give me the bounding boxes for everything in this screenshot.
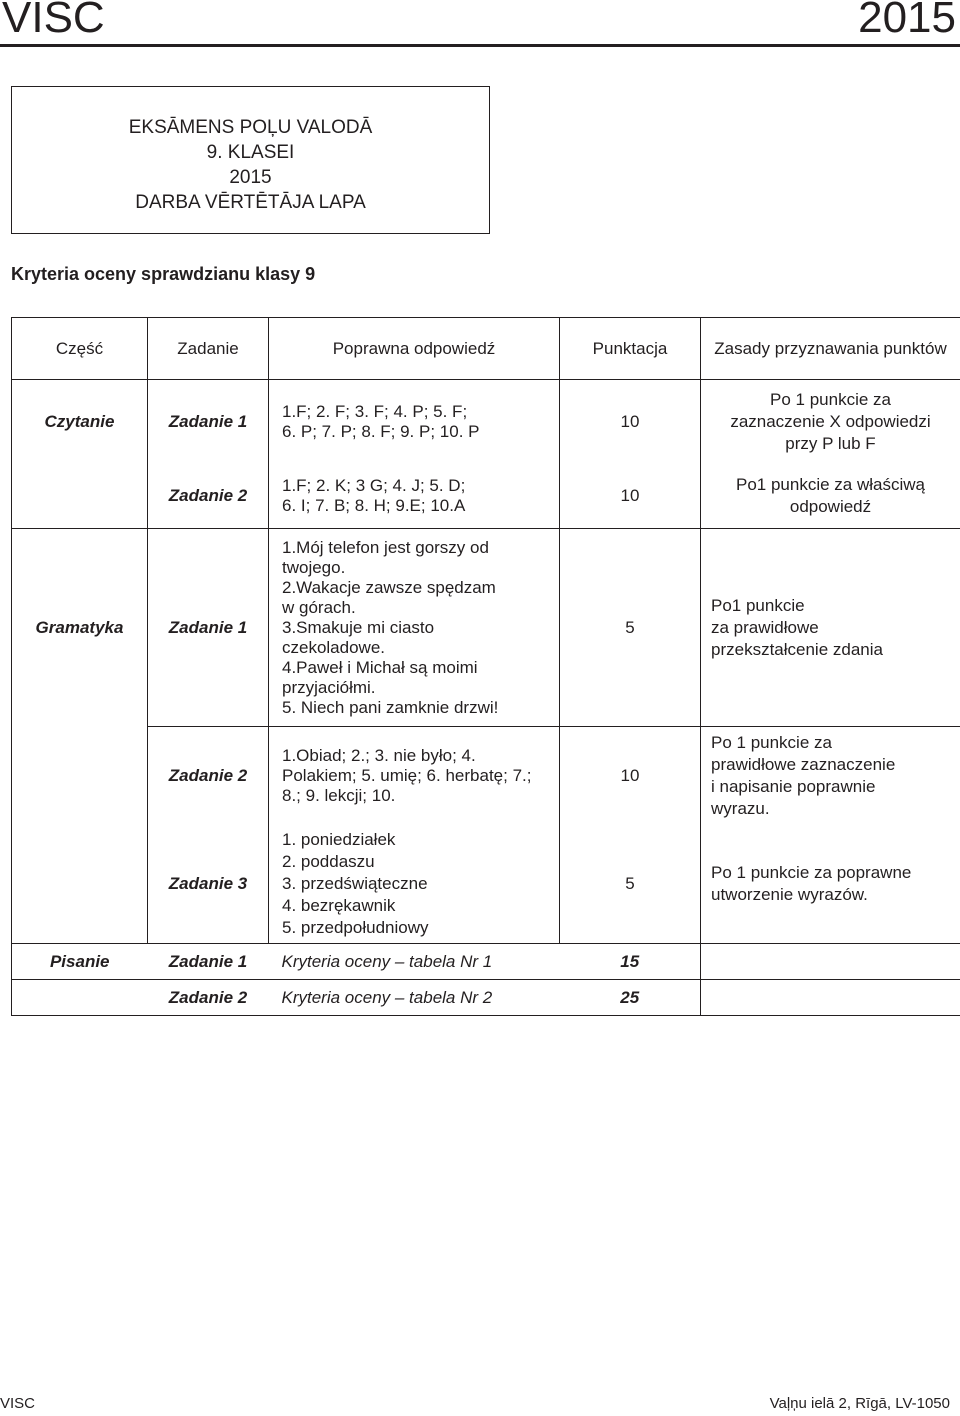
cell-task: Zadanie 1 (148, 380, 269, 464)
answer-line: 2.Wakacje zawsze spędzam (282, 577, 496, 597)
answer-line: 3.Smakuje mi ciasto (282, 617, 435, 637)
criteria-table (11, 317, 960, 1016)
answer-line: 2. poddaszu (282, 852, 375, 872)
answer-line: 1.Mój telefon jest gorszy od (282, 537, 489, 557)
cell-answer (269, 464, 560, 529)
rule-line: prawidłowe zaznaczenie (711, 755, 896, 775)
cell-rule (701, 826, 960, 944)
answer-line: 3. przedświąteczne (282, 874, 428, 894)
cell-task: Zadanie 2 (148, 980, 269, 1016)
cell-answer (269, 826, 560, 944)
header-rules: Zasady przyznawania punktów (701, 318, 960, 380)
cell-answer: Kryteria oceny – tabela Nr 1 (269, 944, 560, 980)
answer-line: Polakiem; 5. umię; 6. herbatę; 7.; (282, 766, 532, 786)
cell-part (12, 980, 148, 1016)
header-points: Punktacja (560, 318, 701, 380)
table-row (12, 727, 960, 826)
table-header-row (12, 318, 960, 380)
answer-line: 4.Paweł i Michał są moimi (282, 657, 478, 677)
cell-part: Gramatyka (12, 529, 148, 727)
cell-points: 5 (560, 826, 701, 944)
answer-line: 1.F; 2. K; 3 G; 4. J; 5. D; (282, 475, 466, 495)
table-row (12, 980, 960, 1016)
answer-line: 8.; 9. lekcji; 10. (282, 786, 396, 806)
cell-task: Zadanie 2 (148, 727, 269, 826)
rule-line: Po 1 punkcie za poprawne (711, 863, 912, 883)
rule-line: odpowiedź (789, 496, 872, 516)
cell-rule (701, 380, 960, 464)
cell-task: Zadanie 3 (148, 826, 269, 944)
cell-points: 10 (560, 727, 701, 826)
cell-rule (701, 727, 960, 826)
answer-line: 5. Niech pani zamknie drzwi! (282, 697, 499, 717)
cell-rule (701, 944, 960, 980)
header-part: Część (12, 318, 148, 380)
cell-points: 10 (560, 464, 701, 529)
exam-grade: 9. KLASEI (206, 142, 295, 163)
cell-part: Czytanie (12, 380, 148, 464)
rule-line: utworzenie wyrazów. (711, 885, 868, 905)
table-row (12, 380, 960, 464)
exam-title: EKSĀMENS POĻU VALODĀ (128, 117, 373, 138)
header-org: VISC (2, 0, 105, 42)
rule-line: wyrazu. (711, 799, 770, 819)
section-title: Kryteria oceny sprawdzianu klasy 9 (11, 264, 316, 284)
cell-answer (269, 380, 560, 464)
answer-line: 6. I; 7. B; 8. H; 9.E; 10.A (282, 495, 466, 515)
cell-part: Pisanie (12, 944, 148, 980)
cell-points: 10 (560, 380, 701, 464)
answer-line: 4. bezrękawnik (282, 896, 396, 916)
cell-answer (269, 727, 560, 826)
rule-line: przy P lub F (785, 433, 876, 453)
table-row (12, 826, 960, 944)
rule-line: Po1 punkcie (711, 595, 805, 615)
footer-address: Vaļņu ielā 2, Rīgā, LV-1050 (769, 1395, 950, 1412)
rule-line: zaznaczenie X odpowiedzi (730, 411, 931, 431)
rule-line: i napisanie poprawnie (711, 777, 876, 797)
answer-line: 1.Obiad; 2.; 3. nie było; 4. (282, 746, 476, 766)
answer-line: 5. przedpołudniowy (282, 918, 429, 938)
header-rule (0, 44, 960, 47)
answer-line: przyjaciółmi. (282, 677, 376, 697)
cell-points: 25 (560, 980, 701, 1016)
table-row (12, 529, 960, 727)
answer-line: twojego. (282, 557, 346, 577)
header-year: 2015 (858, 0, 956, 42)
cell-task: Zadanie 1 (148, 944, 269, 980)
answer-line: 1. poniedziałek (282, 830, 396, 850)
exam-year: 2015 (229, 167, 272, 188)
cell-rule (701, 529, 960, 727)
exam-sheet-type: DARBA VĒRTĒTĀJA LAPA (135, 192, 366, 213)
cell-part (12, 727, 148, 826)
rule-line: Po 1 punkcie za (711, 733, 832, 753)
exam-title-box (11, 86, 490, 234)
header-answer: Poprawna odpowiedź (269, 318, 560, 380)
footer-org: VISC (0, 1395, 36, 1412)
rule-line: za prawidłowe (711, 617, 819, 637)
table-row (12, 944, 960, 980)
table-row (12, 464, 960, 529)
cell-answer (269, 529, 560, 727)
cell-rule (701, 464, 960, 529)
answer-line: 1.F; 2. F; 3. F; 4. P; 5. F; (282, 401, 468, 421)
rule-line: przekształcenie zdania (711, 639, 883, 659)
cell-task: Zadanie 1 (148, 529, 269, 727)
cell-part (12, 464, 148, 529)
answer-line: 6. P; 7. P; 8. F; 9. P; 10. P (282, 421, 480, 441)
cell-rule (701, 980, 960, 1016)
answer-line: w górach. (282, 597, 356, 617)
cell-part (12, 826, 148, 944)
cell-points: 15 (560, 944, 701, 980)
cell-points: 5 (560, 529, 701, 727)
cell-task: Zadanie 2 (148, 464, 269, 529)
rule-line: Po1 punkcie za właściwą (736, 474, 925, 494)
answer-line: czekoladowe. (282, 637, 386, 657)
cell-answer: Kryteria oceny – tabela Nr 2 (269, 980, 560, 1016)
rule-line: Po 1 punkcie za (770, 389, 891, 409)
header-task: Zadanie (148, 318, 269, 380)
